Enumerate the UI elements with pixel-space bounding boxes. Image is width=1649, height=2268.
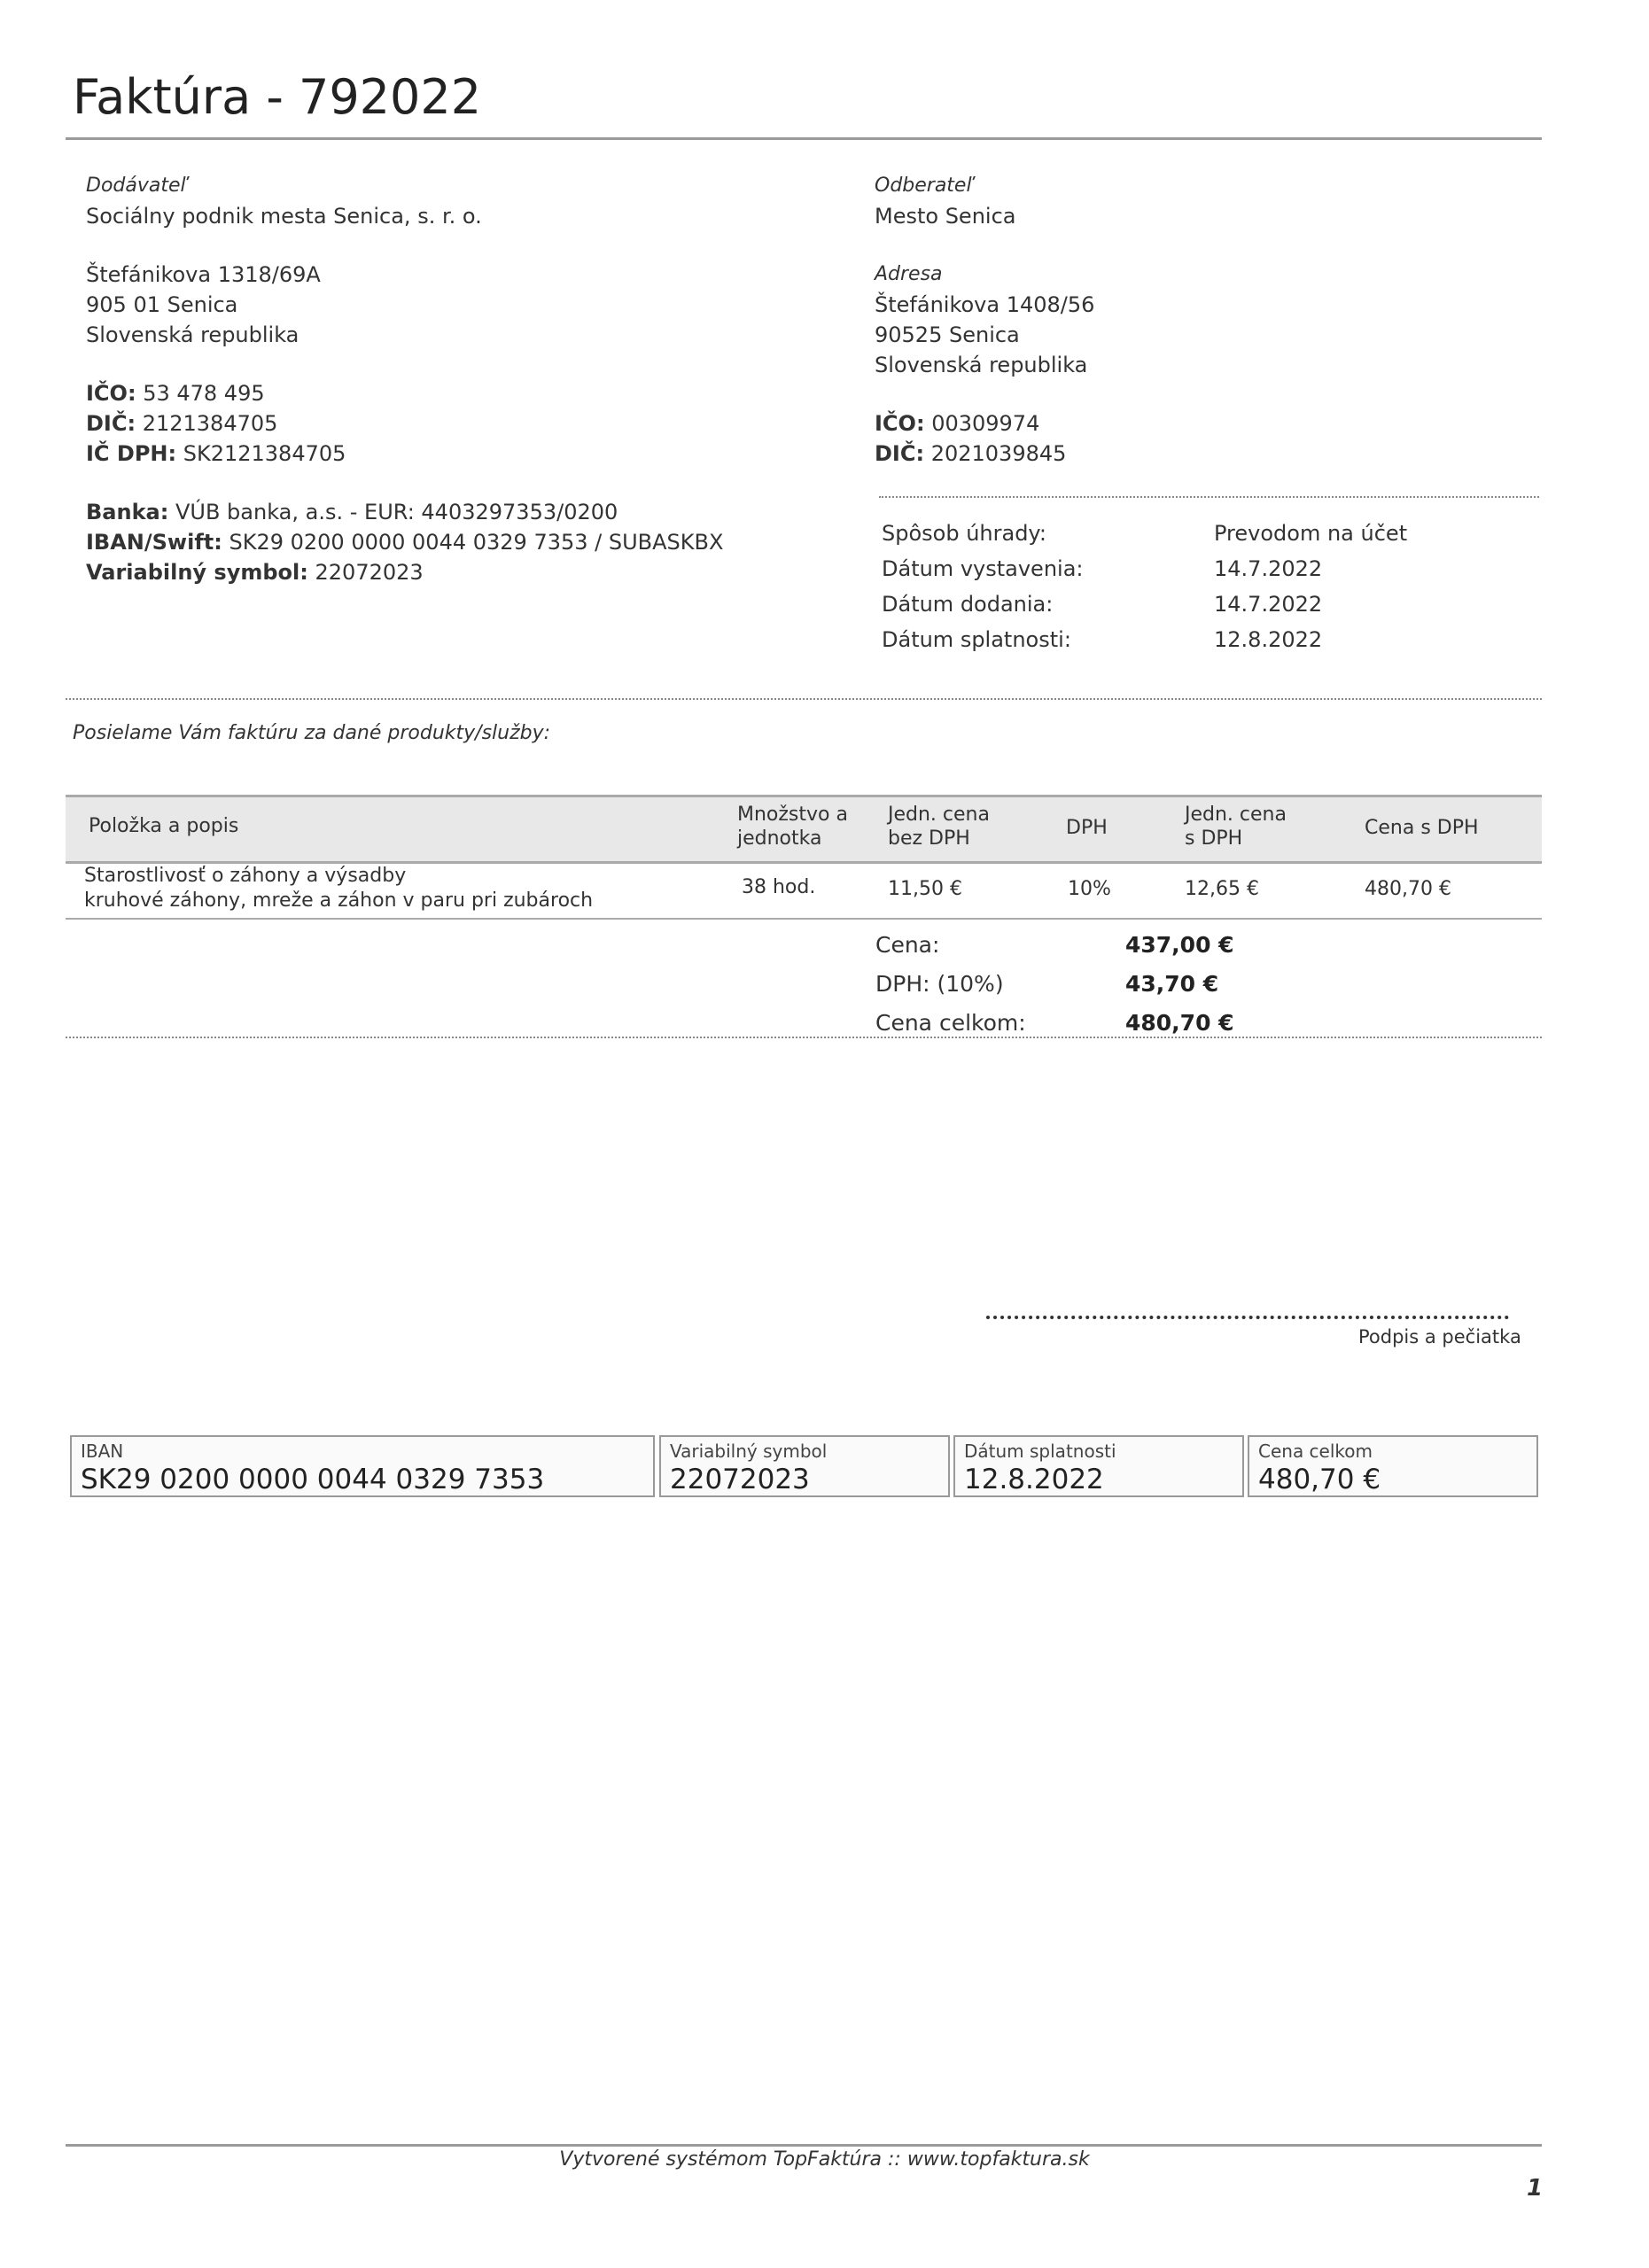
supplier-block (86, 171, 866, 587)
row-item (84, 864, 593, 913)
signature-label: Podpis a pečiatka (1358, 1326, 1521, 1348)
col-unitvat-header (1185, 803, 1287, 850)
supplier-iban-value: SK29 0200 0000 0044 0329 7353 / SUBASKBX (229, 530, 724, 555)
supplier-city: 905 01 Senica (86, 292, 238, 317)
col-unitvat-header-line2: s DPH (1185, 827, 1243, 850)
payment-method-label: Spôsob úhrady: (882, 521, 1046, 546)
iban-box-label: IBAN (81, 1441, 124, 1462)
col-unit-header (888, 803, 990, 850)
summary-total-label: Cena celkom: (875, 1009, 1026, 1036)
due-box-label: Dátum splatnosti (964, 1441, 1116, 1462)
row-total: 480,70 € (1365, 878, 1451, 900)
supplier-iban-label: IBAN/Swift: (86, 530, 222, 555)
delivery-date-label: Dátum dodania: (882, 592, 1054, 617)
supplier-iban (86, 527, 866, 557)
vs-box (659, 1435, 950, 1497)
customer-dic-value: 2021039845 (930, 441, 1067, 466)
payment-row (882, 622, 1537, 657)
col-unit-header-line1: Jedn. cena (888, 804, 990, 826)
row-item-desc: kruhové záhony, mreže a záhon v paru pri zubároch (84, 889, 594, 912)
vs-box-value: 22072023 (670, 1464, 810, 1495)
customer-city: 90525 Senica (875, 322, 1020, 347)
due-date-label: Dátum splatnosti: (882, 627, 1071, 652)
col-qty-header-line2: jednotka (737, 827, 822, 850)
supplier-icdph (86, 439, 866, 469)
footer-divider (66, 2144, 1542, 2147)
summary-divider (66, 1037, 1542, 1038)
supplier-country: Slovenská republika (86, 322, 299, 347)
row-unitvat: 12,65 € (1185, 878, 1259, 900)
page-number: 1 (1527, 2175, 1544, 2202)
vs-box-label: Variabilný symbol (670, 1441, 828, 1462)
supplier-street: Štefánikova 1318/69A (86, 262, 321, 287)
supplier-bank (86, 497, 866, 527)
payment-divider (879, 496, 1539, 498)
total-box (1248, 1435, 1538, 1497)
payment-row (882, 516, 1537, 551)
supplier-label: Dodávateľ (86, 175, 186, 197)
footer-text: Vytvorené systémom TopFaktúra :: www.topfaktura.sk (559, 2148, 1090, 2171)
supplier-bank-label: Banka: (86, 500, 169, 524)
supplier-vs-label: Variabilný symbol: (86, 560, 308, 585)
customer-dic-label: DIČ: (875, 441, 925, 466)
delivery-date-value: 14.7.2022 (1214, 592, 1323, 617)
summary-price-value: 437,00 € (1125, 931, 1234, 958)
summary-block (875, 925, 1283, 1042)
payment-method-value: Prevodom na účet (1214, 521, 1408, 546)
customer-ico-value: 00309974 (931, 411, 1040, 436)
supplier-ico (86, 378, 866, 408)
payment-row (882, 586, 1537, 622)
col-total-header: Cena s DPH (1365, 817, 1479, 839)
due-date-value: 12.8.2022 (1214, 627, 1323, 652)
section-divider (66, 698, 1542, 700)
table-row (84, 864, 1537, 917)
supplier-vs (86, 557, 866, 587)
signature-line (986, 1316, 1509, 1319)
customer-label: Odberateľ (875, 175, 972, 197)
col-qty-header-line1: Množstvo a (737, 804, 848, 826)
supplier-ico-label: IČO: (86, 381, 136, 406)
summary-vat-value: 43,70 € (1125, 970, 1219, 997)
title-divider (66, 137, 1542, 140)
customer-country: Slovenská republika (875, 353, 1088, 377)
summary-vat (875, 964, 1283, 1003)
supplier-icdph-value: SK2121384705 (183, 441, 346, 466)
customer-block (875, 171, 1539, 469)
page-title: Faktúra - 792022 (73, 69, 482, 125)
col-unitvat-header-line1: Jedn. cena (1185, 804, 1287, 826)
supplier-dic (86, 408, 866, 439)
total-box-value: 480,70 € (1258, 1464, 1381, 1495)
col-vat-header: DPH (1066, 817, 1108, 839)
customer-dic (875, 439, 1539, 469)
supplier-icdph-label: IČ DPH: (86, 441, 177, 466)
supplier-vs-value: 22072023 (315, 560, 424, 585)
iban-box (70, 1435, 655, 1497)
payment-info (882, 516, 1537, 657)
payment-row (882, 551, 1537, 586)
supplier-dic-value: 2121384705 (142, 411, 278, 436)
row-qty: 38 hod. (742, 876, 816, 898)
summary-total-value: 480,70 € (1125, 1009, 1234, 1036)
issue-date-value: 14.7.2022 (1214, 556, 1323, 581)
customer-street: Štefánikova 1408/56 (875, 292, 1095, 317)
summary-price (875, 925, 1283, 964)
row-vat: 10% (1068, 878, 1111, 900)
col-qty-header (737, 803, 848, 850)
summary-price-label: Cena: (875, 931, 940, 958)
customer-ico (875, 408, 1539, 439)
due-box (953, 1435, 1244, 1497)
customer-address-label: Adresa (875, 263, 943, 285)
total-box-label: Cena celkom (1258, 1441, 1373, 1462)
supplier-dic-label: DIČ: (86, 411, 136, 436)
row-item-title: Starostlivosť o záhony a výsadby (84, 865, 407, 887)
supplier-name: Sociálny podnik mesta Senica, s. r. o. (86, 204, 482, 229)
issue-date-label: Dátum vystavenia: (882, 556, 1084, 581)
iban-box-value: SK29 0200 0000 0044 0329 7353 (81, 1464, 545, 1495)
table-row-divider (66, 918, 1542, 920)
summary-vat-label: DPH: (10%) (875, 970, 1004, 997)
col-item-header: Položka a popis (89, 815, 239, 837)
intro-text: Posielame Vám faktúru za dané produkty/služby: (73, 722, 551, 744)
supplier-bank-value: VÚB banka, a.s. - EUR: 4403297353/0200 (175, 500, 618, 524)
row-unit: 11,50 € (888, 878, 962, 900)
customer-name: Mesto Senica (875, 204, 1016, 229)
supplier-ico-value: 53 478 495 (143, 381, 265, 406)
due-box-value: 12.8.2022 (964, 1464, 1104, 1495)
col-unit-header-line2: bez DPH (888, 827, 970, 850)
customer-ico-label: IČO: (875, 411, 925, 436)
